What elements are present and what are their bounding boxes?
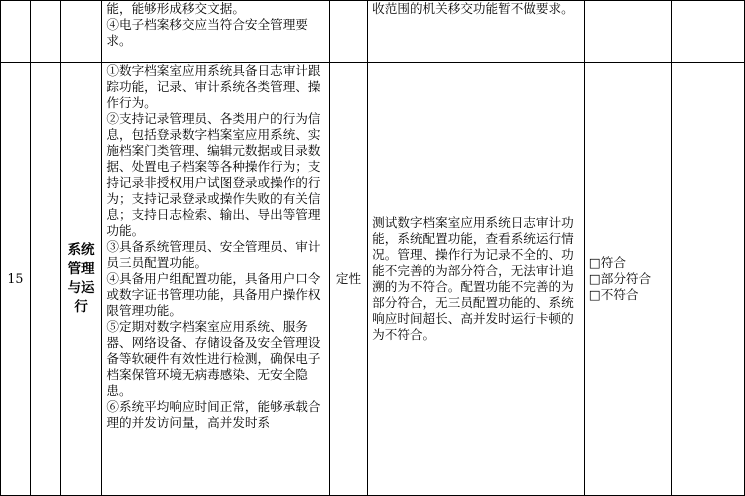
row-index: 15 <box>1 63 31 496</box>
method-cell <box>368 1 585 63</box>
remark-cell <box>672 63 745 496</box>
option-nonconform[interactable]: □不符合 <box>588 287 639 302</box>
row-test-method: 测试数字档案室应用系统日志审计功能，系统配置功能，查看系统运行情况。管理、操作行为记录不全的、功能不完善的为部分符合，无法审计追溯的为不符合。配置功能不完善的为部分符合，无三员配置功能的、系统响应时间超长、高并发时运行卡顿的为不符合。 <box>368 63 585 496</box>
remark-cell <box>672 1 745 63</box>
requirement-item-2: ②支持记录管理员、各类用户的行为信息，包括登录数字档案室应用系统、实施档案门类管理、编辑元数据或目录数据、处置电子档案等各种操作行为；支持记录非授权用户试图登录或操作的行为；支持记录登录或操作失败的有关信息；支持日志检索、输出、导出等管理功能。 <box>106 111 321 238</box>
result-cell <box>584 1 672 63</box>
requirement-item-4: ④具备用户组配置功能，具备用户口令或数字证书管理功能，具备用户操作权限管理功能。 <box>106 271 321 318</box>
requirement-cell <box>102 1 329 63</box>
option-conform[interactable]: □符合 <box>588 255 626 270</box>
table-row-15 <box>1 63 745 496</box>
requirement-item-1: ①数字档案室应用系统具备日志审计跟踪功能，记录、审计系统各类管理、操作行为。 <box>106 63 321 110</box>
result-options <box>584 63 672 496</box>
row-nature: 定性 <box>329 63 367 496</box>
requirement-line: ④电子档案移交应当符合安全管理要求。 <box>106 17 308 48</box>
table-row-continued <box>1 1 745 63</box>
method-text: 收范围的机关移交功能暂不做要求。 <box>372 1 574 16</box>
requirement-item-5: ⑤定期对数字档案室应用系统、服务器、网络设备、存储设备及安全管理设备等软硬件有效性进行检测，确保电子档案保管环境无病毒感染、无安全隐患。 <box>106 319 321 398</box>
category-cell <box>60 1 102 63</box>
requirement-item-6: ⑥系统平均响应时间正常，能够承载合理的并发访问量，高并发时系 <box>106 399 321 430</box>
nature-cell <box>329 1 367 63</box>
requirement-item-3: ③具备系统管理员、安全管理员、审计员三员配置功能。 <box>106 239 321 270</box>
spacer-cell <box>30 63 60 496</box>
spacer-cell <box>30 1 60 63</box>
row-category: 系统管理与运行 <box>60 63 102 496</box>
requirement-line: 能，能够形成移交文据。 <box>106 1 245 16</box>
requirement-cell <box>102 63 329 496</box>
option-partial[interactable]: □部分符合 <box>588 271 652 286</box>
index-cell <box>1 1 31 63</box>
